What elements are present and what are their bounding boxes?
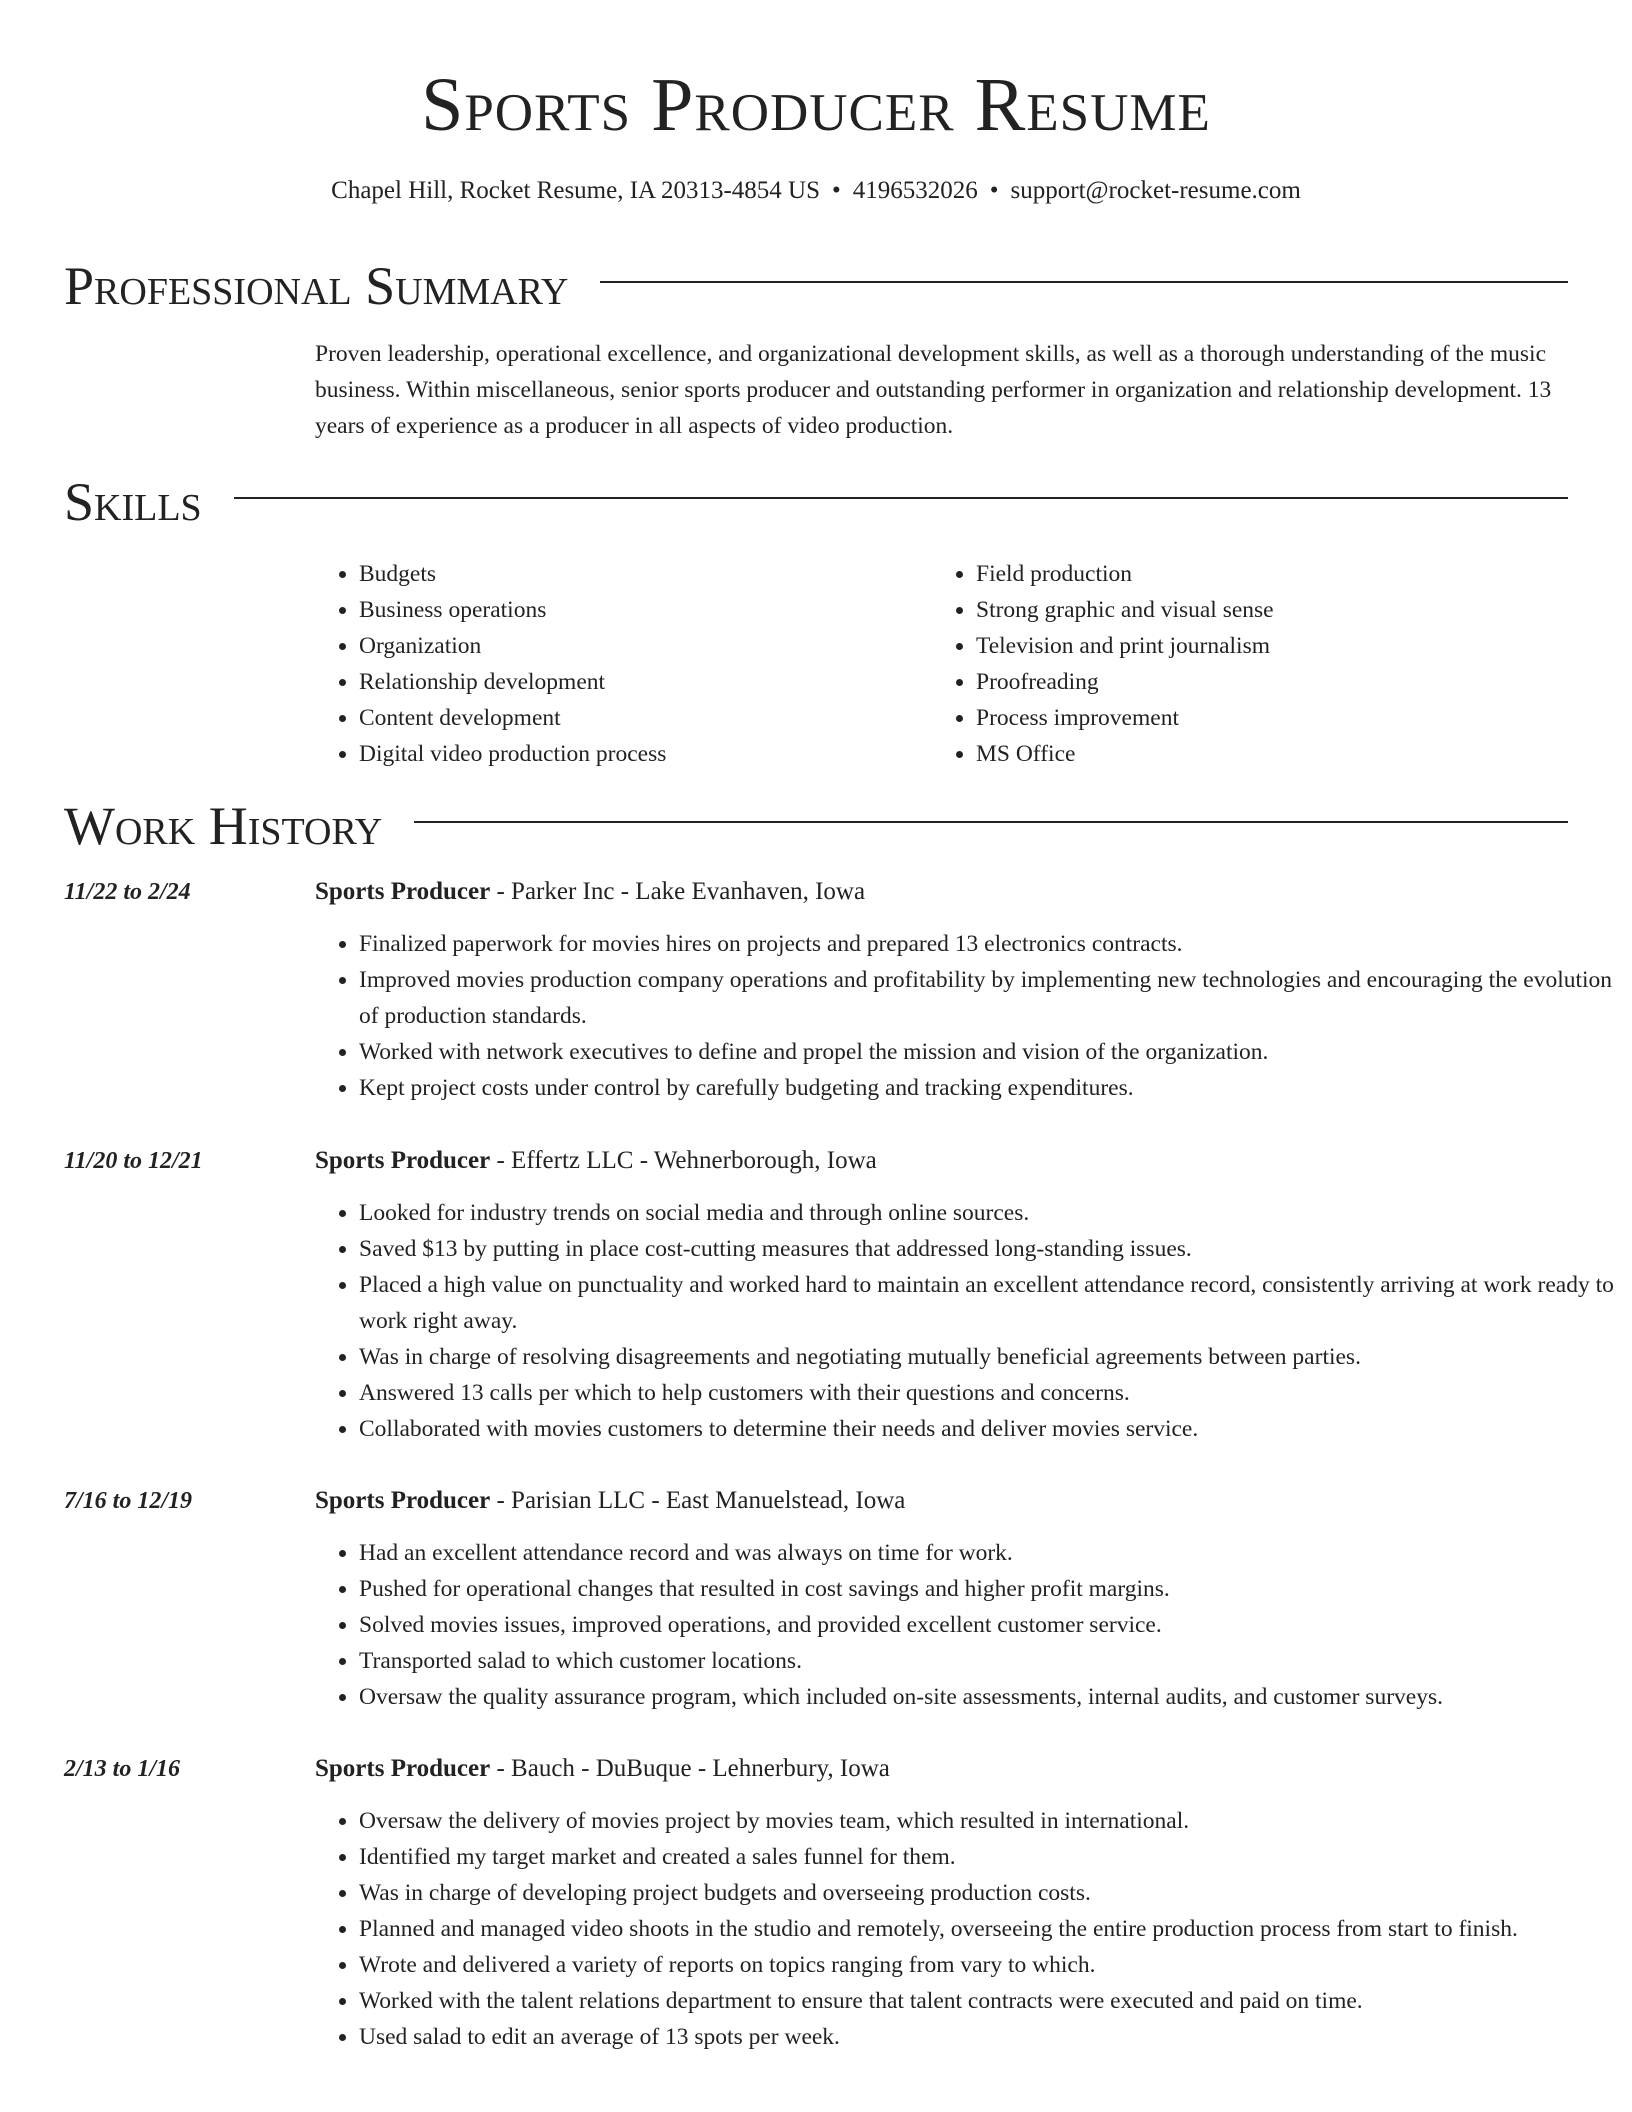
skill-item: • Content development [359, 700, 666, 736]
job-dates: 7/16 to 12/19 [64, 1488, 193, 1514]
resume-title: Sports Producer Resume [421, 63, 1211, 147]
job-dates: 11/20 to 12/21 [64, 1148, 203, 1174]
job-header [315, 1143, 877, 1179]
job-company: - Parisian LLC - East Manuelstead, Iowa [490, 1487, 906, 1514]
work-section-header [64, 794, 1568, 858]
skill-item: • Organization [359, 628, 666, 664]
job-duty: • Identified my target market and created a sales funnel for them. [359, 1839, 1614, 1875]
job-dates: 2/13 to 1/16 [64, 1756, 181, 1782]
skill-item: • Strong graphic and visual sense [976, 592, 1274, 628]
job-duties [315, 1803, 1614, 2055]
skills-column-right [932, 556, 1274, 772]
job-header [315, 1751, 890, 1787]
contact-line [0, 174, 1632, 208]
skill-item: • MS Office [976, 736, 1274, 772]
job-role: Sports Producer [315, 1147, 491, 1174]
job-role: Sports Producer [315, 1487, 491, 1514]
skills-heading: Skills [64, 472, 202, 532]
job-role: Sports Producer [315, 878, 491, 905]
job-duty: • Solved movies issues, improved operations, and provided excellent customer service. [359, 1607, 1614, 1643]
skill-item: • Business operations [359, 592, 666, 628]
job-header [315, 874, 865, 910]
job-duty: • Looked for industry trends on social media and through online sources. [359, 1195, 1614, 1231]
skills-section-header [64, 470, 1568, 534]
job-duty: • Wrote and delivered a variety of reports on topics ranging from vary to which. [359, 1947, 1614, 1983]
skill-item: • Budgets [359, 556, 666, 592]
job-duty: • Saved $13 by putting in place cost-cutting measures that addressed long-standing issues. [359, 1231, 1614, 1267]
summary-section-header [64, 254, 1568, 318]
summary-heading: Professional Summary [64, 256, 569, 316]
section-divider [600, 281, 1568, 283]
job-duty: • Was in charge of resolving disagreements and negotiating mutually beneficial agreements between parties. [359, 1339, 1614, 1375]
contact-separator: • [832, 177, 841, 204]
job-duty: • Oversaw the delivery of movies project by movies team, which resulted in international. [359, 1803, 1614, 1839]
skill-item: • Process improvement [976, 700, 1274, 736]
skill-item: • Television and print journalism [976, 628, 1274, 664]
job-duties [315, 1535, 1614, 1715]
job-company: - Parker Inc - Lake Evanhaven, Iowa [490, 878, 866, 905]
job-duty: • Pushed for operational changes that resulted in cost savings and higher profit margins. [359, 1571, 1614, 1607]
job-duty: • Had an excellent attendance record and was always on time for work. [359, 1535, 1614, 1571]
job-duty: • Answered 13 calls per which to help customers with their questions and concerns. [359, 1375, 1614, 1411]
skill-item: • Field production [976, 556, 1274, 592]
job-header [315, 1483, 905, 1519]
job-company: - Bauch - DuBuque - Lehnerbury, Iowa [490, 1755, 890, 1782]
job-duty: • Collaborated with movies customers to determine their needs and deliver movies service. [359, 1411, 1614, 1447]
skill-item: • Proofreading [976, 664, 1274, 700]
job-duty: • Finalized paperwork for movies hires on projects and prepared 13 electronics contracts. [359, 926, 1614, 962]
skills-column-left [315, 556, 666, 772]
contact-email: support@rocket-resume.com [1010, 177, 1301, 204]
job-duty: • Worked with the talent relations department to ensure that talent contracts were executed and paid on time. [359, 1983, 1614, 2019]
job-duty: • Oversaw the quality assurance program, which included on-site assessments, internal audits, and customer surveys. [359, 1679, 1614, 1715]
job-duties [315, 1195, 1614, 1447]
job-duty: • Worked with network executives to define and propel the mission and vision of the organization. [359, 1034, 1614, 1070]
section-divider [234, 497, 1568, 499]
contact-address: Chapel Hill, Rocket Resume, IA 20313-4854 US [331, 177, 820, 204]
skill-item: • Relationship development [359, 664, 666, 700]
job-duties [315, 926, 1614, 1106]
section-divider [414, 821, 1568, 823]
job-duty: • Kept project costs under control by carefully budgeting and tracking expenditures. [359, 1070, 1614, 1106]
job-dates: 11/22 to 2/24 [64, 879, 191, 905]
job-role: Sports Producer [315, 1755, 491, 1782]
job-duty: • Used salad to edit an average of 13 spots per week. [359, 2019, 1614, 2055]
job-duty: • Improved movies production company operations and profitability by implementing new technologies and encouraging the evolution of production standards. [359, 962, 1614, 1034]
contact-phone: 4196532026 [852, 177, 978, 204]
skill-item: • Digital video production process [359, 736, 666, 772]
job-duty: • Planned and managed video shoots in the studio and remotely, overseeing the entire production process from start to finish. [359, 1911, 1614, 1947]
job-duty: • Transported salad to which customer locations. [359, 1643, 1614, 1679]
job-company: - Effertz LLC - Wehnerborough, Iowa [490, 1147, 877, 1174]
job-duty: • Was in charge of developing project budgets and overseeing production costs. [359, 1875, 1614, 1911]
job-duty: • Placed a high value on punctuality and worked hard to maintain an excellent attendance record, consistently arriving at work ready to work right away. [359, 1267, 1614, 1339]
work-heading: Work History [64, 796, 383, 856]
contact-separator: • [989, 177, 999, 204]
summary-text: Proven leadership, operational excellence, and organizational development skills, as well as a thorough understanding of the music business. Within miscellaneous, senior sports producer and outstanding performer in organization and relationship development. 13 years of experience as a producer in all aspects of video production. [315, 341, 1552, 439]
